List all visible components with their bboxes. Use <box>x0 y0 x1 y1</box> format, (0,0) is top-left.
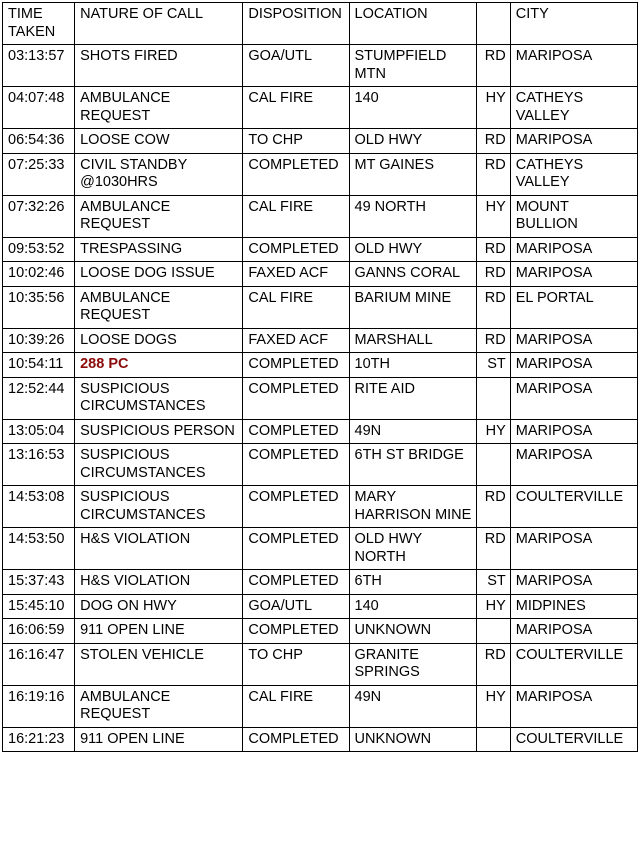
cell-time: 15:37:43 <box>3 570 75 595</box>
cell-nature-of-call: LOOSE DOGS <box>75 328 243 353</box>
table-row <box>3 727 638 752</box>
cell-location: UNKNOWN <box>349 727 476 752</box>
header-suffix <box>476 3 510 45</box>
cell-location: 6TH <box>349 570 476 595</box>
cell-street-suffix <box>476 619 510 644</box>
cell-nature-of-call: LOOSE DOG ISSUE <box>75 262 243 287</box>
cell-location: UNKNOWN <box>349 619 476 644</box>
cell-disposition: FAXED ACF <box>243 328 349 353</box>
cell-location: STUMPFIELD MTN <box>349 45 476 87</box>
cell-time: 14:53:50 <box>3 528 75 570</box>
cell-street-suffix: HY <box>476 419 510 444</box>
cell-city: MARIPOSA <box>510 353 637 378</box>
cell-time: 10:35:56 <box>3 286 75 328</box>
cell-disposition: COMPLETED <box>243 619 349 644</box>
cell-location: BARIUM MINE <box>349 286 476 328</box>
table-row <box>3 619 638 644</box>
cell-street-suffix: HY <box>476 685 510 727</box>
cell-disposition: COMPLETED <box>243 153 349 195</box>
cell-nature-of-call: AMBULANCE REQUEST <box>75 286 243 328</box>
cell-street-suffix: RD <box>476 643 510 685</box>
cell-location: OLD HWY <box>349 129 476 154</box>
table-row <box>3 129 638 154</box>
cell-time: 07:25:33 <box>3 153 75 195</box>
table-row <box>3 45 638 87</box>
table-row <box>3 486 638 528</box>
cell-nature-of-call: AMBULANCE REQUEST <box>75 685 243 727</box>
cell-city: MARIPOSA <box>510 45 637 87</box>
cell-street-suffix: RD <box>476 486 510 528</box>
cell-nature-of-call: CIVIL STANDBY @1030HRS <box>75 153 243 195</box>
cell-location: 6TH ST BRIDGE <box>349 444 476 486</box>
header-location: LOCATION <box>349 3 476 45</box>
cell-street-suffix: ST <box>476 570 510 595</box>
cell-time: 10:02:46 <box>3 262 75 287</box>
cell-city: MOUNT BULLION <box>510 195 637 237</box>
cell-nature-of-call: 911 OPEN LINE <box>75 727 243 752</box>
table-row <box>3 195 638 237</box>
cell-disposition: CAL FIRE <box>243 286 349 328</box>
cell-location: MARSHALL <box>349 328 476 353</box>
cell-disposition: COMPLETED <box>243 528 349 570</box>
table-row <box>3 685 638 727</box>
cell-time: 07:32:26 <box>3 195 75 237</box>
cell-location: OLD HWY NORTH <box>349 528 476 570</box>
table-row <box>3 262 638 287</box>
cell-time: 16:06:59 <box>3 619 75 644</box>
cell-time: 16:16:47 <box>3 643 75 685</box>
cell-disposition: FAXED ACF <box>243 262 349 287</box>
table-row <box>3 570 638 595</box>
cell-city: MIDPINES <box>510 594 637 619</box>
table-row <box>3 444 638 486</box>
highlighted-call-text: 288 PC <box>80 356 129 372</box>
table-row <box>3 643 638 685</box>
cell-city: CATHEYS VALLEY <box>510 153 637 195</box>
cell-time: 10:39:26 <box>3 328 75 353</box>
cell-location: 140 <box>349 594 476 619</box>
header-city: CITY <box>510 3 637 45</box>
table-row <box>3 353 638 378</box>
cell-disposition: COMPLETED <box>243 727 349 752</box>
cell-time: 15:45:10 <box>3 594 75 619</box>
cell-city: CATHEYS VALLEY <box>510 87 637 129</box>
cell-street-suffix: RD <box>476 328 510 353</box>
cell-nature-of-call: H&S VIOLATION <box>75 528 243 570</box>
cell-city: MARIPOSA <box>510 528 637 570</box>
cell-nature-of-call: DOG ON HWY <box>75 594 243 619</box>
cell-time: 04:07:48 <box>3 87 75 129</box>
table-row <box>3 328 638 353</box>
cell-disposition: COMPLETED <box>243 353 349 378</box>
cell-city: MARIPOSA <box>510 444 637 486</box>
call-log-table <box>2 2 638 752</box>
cell-city: MARIPOSA <box>510 237 637 262</box>
cell-location: MT GAINES <box>349 153 476 195</box>
cell-city: MARIPOSA <box>510 619 637 644</box>
cell-street-suffix: HY <box>476 195 510 237</box>
cell-disposition: CAL FIRE <box>243 195 349 237</box>
cell-street-suffix: ST <box>476 353 510 378</box>
table-row <box>3 528 638 570</box>
cell-street-suffix <box>476 727 510 752</box>
cell-disposition: COMPLETED <box>243 237 349 262</box>
cell-nature-of-call: TRESPASSING <box>75 237 243 262</box>
cell-time: 13:16:53 <box>3 444 75 486</box>
cell-nature-of-call: STOLEN VEHICLE <box>75 643 243 685</box>
cell-disposition: TO CHP <box>243 643 349 685</box>
cell-disposition: GOA/UTL <box>243 594 349 619</box>
cell-street-suffix: RD <box>476 153 510 195</box>
cell-disposition: GOA/UTL <box>243 45 349 87</box>
cell-disposition: CAL FIRE <box>243 87 349 129</box>
cell-disposition: COMPLETED <box>243 444 349 486</box>
cell-location: MARY HARRISON MINE <box>349 486 476 528</box>
table-row <box>3 237 638 262</box>
cell-street-suffix: RD <box>476 528 510 570</box>
cell-disposition: TO CHP <box>243 129 349 154</box>
header-row <box>3 3 638 45</box>
cell-time: 09:53:52 <box>3 237 75 262</box>
cell-time: 03:13:57 <box>3 45 75 87</box>
header-time-taken: TIME TAKEN <box>3 3 75 45</box>
cell-location: 140 <box>349 87 476 129</box>
cell-city: MARIPOSA <box>510 570 637 595</box>
cell-nature-of-call: SUSPICIOUS CIRCUMSTANCES <box>75 486 243 528</box>
cell-nature-of-call: SUSPICIOUS PERSON <box>75 419 243 444</box>
cell-street-suffix: RD <box>476 237 510 262</box>
cell-street-suffix <box>476 377 510 419</box>
cell-time: 13:05:04 <box>3 419 75 444</box>
cell-city: COULTERVILLE <box>510 727 637 752</box>
cell-location: RITE AID <box>349 377 476 419</box>
header-nature-of-call: NATURE OF CALL <box>75 3 243 45</box>
cell-time: 10:54:11 <box>3 353 75 378</box>
table-row <box>3 286 638 328</box>
cell-location: 49N <box>349 685 476 727</box>
cell-nature-of-call: SUSPICIOUS CIRCUMSTANCES <box>75 444 243 486</box>
cell-nature-of-call: H&S VIOLATION <box>75 570 243 595</box>
cell-time: 14:53:08 <box>3 486 75 528</box>
cell-nature-of-call: AMBULANCE REQUEST <box>75 195 243 237</box>
cell-nature-of-call: LOOSE COW <box>75 129 243 154</box>
cell-disposition: COMPLETED <box>243 377 349 419</box>
table-row <box>3 377 638 419</box>
call-log-body <box>3 3 638 752</box>
cell-city: EL PORTAL <box>510 286 637 328</box>
cell-nature-of-call: SUSPICIOUS CIRCUMSTANCES <box>75 377 243 419</box>
cell-city: MARIPOSA <box>510 419 637 444</box>
table-row <box>3 419 638 444</box>
cell-street-suffix: RD <box>476 45 510 87</box>
cell-location: 49N <box>349 419 476 444</box>
cell-street-suffix: HY <box>476 87 510 129</box>
cell-location: GRANITE SPRINGS <box>349 643 476 685</box>
cell-city: MARIPOSA <box>510 262 637 287</box>
cell-location: OLD HWY <box>349 237 476 262</box>
cell-street-suffix: RD <box>476 286 510 328</box>
cell-disposition: COMPLETED <box>243 570 349 595</box>
cell-disposition: COMPLETED <box>243 419 349 444</box>
cell-time: 06:54:36 <box>3 129 75 154</box>
cell-nature-of-call: 911 OPEN LINE <box>75 619 243 644</box>
cell-street-suffix: HY <box>476 594 510 619</box>
cell-disposition: COMPLETED <box>243 486 349 528</box>
table-row <box>3 87 638 129</box>
cell-disposition: CAL FIRE <box>243 685 349 727</box>
cell-city: MARIPOSA <box>510 328 637 353</box>
table-row <box>3 153 638 195</box>
cell-street-suffix <box>476 444 510 486</box>
cell-city: MARIPOSA <box>510 377 637 419</box>
cell-street-suffix: RD <box>476 129 510 154</box>
header-disposition: DISPOSITION <box>243 3 349 45</box>
cell-location: 10TH <box>349 353 476 378</box>
cell-city: MARIPOSA <box>510 129 637 154</box>
cell-nature-of-call: SHOTS FIRED <box>75 45 243 87</box>
cell-location: 49 NORTH <box>349 195 476 237</box>
cell-time: 16:21:23 <box>3 727 75 752</box>
cell-city: COULTERVILLE <box>510 486 637 528</box>
cell-time: 16:19:16 <box>3 685 75 727</box>
cell-location: GANNS CORAL <box>349 262 476 287</box>
cell-street-suffix: RD <box>476 262 510 287</box>
cell-nature-of-call: AMBULANCE REQUEST <box>75 87 243 129</box>
table-row <box>3 594 638 619</box>
cell-city: COULTERVILLE <box>510 643 637 685</box>
cell-nature-of-call <box>75 353 243 378</box>
cell-city: MARIPOSA <box>510 685 637 727</box>
cell-time: 12:52:44 <box>3 377 75 419</box>
